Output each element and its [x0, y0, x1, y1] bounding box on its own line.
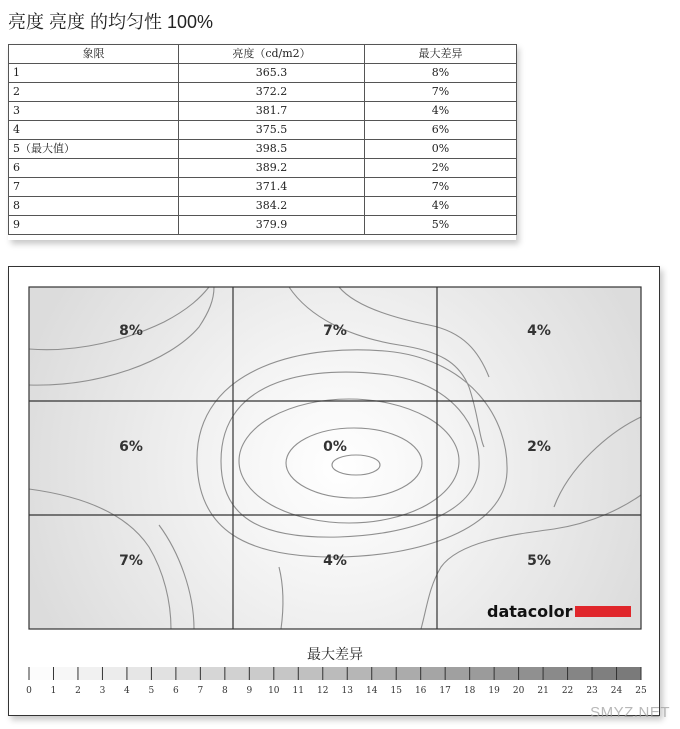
- quadrant-cell: 3: [9, 102, 179, 121]
- legend-swatch: [445, 667, 469, 680]
- legend-tick-label: 9: [246, 686, 253, 696]
- table-row: [9, 121, 517, 140]
- legend-tick-label: 12: [317, 686, 329, 696]
- luminance-cell: 381.7: [179, 102, 365, 121]
- watermark: SMYZ.NET: [590, 704, 670, 721]
- page-title: 亮度 亮度 的均匀性 100%: [8, 12, 214, 32]
- luminance-cell: 365.3: [179, 64, 365, 83]
- legend-swatch: [225, 667, 249, 680]
- quadrant-3-value: 4%: [527, 323, 551, 339]
- luminance-cell: 384.2: [179, 197, 365, 216]
- table-row: [9, 102, 517, 121]
- legend-tick-label: 2: [75, 686, 81, 696]
- table-row: [9, 64, 517, 83]
- quadrant-7-value: 7%: [119, 553, 143, 569]
- table-row: [9, 216, 517, 235]
- luminance-cell: 372.2: [179, 83, 365, 102]
- quadrant-cell: 8: [9, 197, 179, 216]
- luminance-cell: 371.4: [179, 178, 365, 197]
- quadrant-6-value: 2%: [527, 439, 551, 455]
- legend-swatch: [543, 667, 567, 680]
- table-row: [9, 178, 517, 197]
- quadrant-cell: 7: [9, 178, 179, 197]
- legend-swatch: [53, 667, 77, 680]
- difference-cell: 5%: [365, 216, 517, 235]
- legend-swatch: [323, 667, 347, 680]
- header-quadrant: 象限: [9, 45, 179, 64]
- luminance-cell: 389.2: [179, 159, 365, 178]
- table-row: [9, 83, 517, 102]
- legend-tick-label: 8: [221, 686, 228, 696]
- legend-swatch: [176, 667, 200, 680]
- difference-cell: 2%: [365, 159, 517, 178]
- table-row: [9, 197, 517, 216]
- legend-swatch: [617, 667, 641, 680]
- difference-cell: 7%: [365, 178, 517, 197]
- legend-tick-label: 7: [197, 686, 204, 696]
- legend-tick-label: 14: [365, 686, 378, 696]
- uniformity-heatmap: [9, 267, 659, 715]
- difference-cell: 4%: [365, 197, 517, 216]
- legend-swatch: [78, 667, 102, 680]
- legend-tick-label: 6: [173, 686, 179, 696]
- difference-cell: 8%: [365, 64, 517, 83]
- legend-title: 最大差异: [307, 647, 363, 663]
- luminance-cell: 398.5: [179, 140, 365, 159]
- table-row: [9, 140, 517, 159]
- difference-cell: 4%: [365, 102, 517, 121]
- brand-text: datacolor: [487, 602, 573, 621]
- quadrant-1-value: 8%: [119, 323, 143, 339]
- legend-tick-label: 15: [390, 686, 402, 696]
- legend-tick-label: 19: [488, 686, 500, 696]
- legend-tick-label: 0: [26, 686, 32, 696]
- legend-tick-label: 20: [512, 686, 525, 696]
- quadrant-cell: 2: [9, 83, 179, 102]
- legend-swatch: [592, 667, 616, 680]
- legend-swatch: [298, 667, 322, 680]
- table-row: [9, 159, 517, 178]
- legend-swatch: [372, 667, 396, 680]
- quadrant-5-value: 0%: [323, 439, 347, 455]
- legend-swatch: [274, 667, 298, 680]
- quadrant-cell: 1: [9, 64, 179, 83]
- table-header-row: [9, 45, 517, 64]
- legend-scale: [26, 667, 647, 696]
- luminance-table-card: [8, 44, 516, 240]
- quadrant-cell: 4: [9, 121, 179, 140]
- legend-swatch: [519, 667, 543, 680]
- legend-tick-label: 5: [148, 686, 155, 696]
- luminance-cell: 379.9: [179, 216, 365, 235]
- difference-cell: 6%: [365, 121, 517, 140]
- quadrant-cell: 5（最大值）: [9, 140, 179, 159]
- legend-swatch: [421, 667, 445, 680]
- legend-tick-label: 25: [635, 686, 647, 696]
- legend-swatch: [347, 667, 371, 680]
- quadrant-4-value: 6%: [119, 439, 143, 455]
- legend-tick-label: 13: [341, 686, 353, 696]
- header-max-difference: 最大差异: [365, 45, 517, 64]
- quadrant-cell: 9: [9, 216, 179, 235]
- legend-tick-label: 22: [561, 686, 574, 696]
- legend-swatch: [151, 667, 175, 680]
- legend-tick-label: 24: [610, 686, 623, 696]
- luminance-table: [8, 44, 517, 235]
- legend-swatch: [470, 667, 494, 680]
- difference-cell: 0%: [365, 140, 517, 159]
- legend-tick-label: 10: [268, 686, 280, 696]
- legend-swatch: [396, 667, 420, 680]
- legend-swatch: [494, 667, 518, 680]
- header-luminance: 亮度（cd/m2）: [179, 45, 365, 64]
- legend-swatch: [200, 667, 224, 680]
- legend-tick-label: 21: [537, 686, 549, 696]
- legend-swatch: [102, 667, 126, 680]
- legend-tick-label: 3: [99, 686, 106, 696]
- legend-tick-label: 18: [463, 686, 476, 696]
- quadrant-9-value: 5%: [527, 553, 551, 569]
- legend-swatch: [568, 667, 592, 680]
- legend-tick-label: 23: [586, 686, 598, 696]
- legend-swatch: [249, 667, 273, 680]
- legend-tick-label: 16: [414, 686, 427, 696]
- difference-cell: 7%: [365, 83, 517, 102]
- quadrant-8-value: 4%: [323, 553, 347, 569]
- legend-tick-label: 1: [50, 686, 57, 696]
- brand-color-bar: [575, 606, 631, 617]
- uniformity-panel: [8, 266, 660, 716]
- luminance-cell: 375.5: [179, 121, 365, 140]
- quadrant-2-value: 7%: [323, 323, 347, 339]
- legend-tick-label: 11: [292, 686, 305, 696]
- legend-swatch: [127, 667, 151, 680]
- legend-tick-label: 4: [124, 686, 130, 696]
- legend-swatch: [29, 667, 53, 680]
- legend-tick-label: 17: [439, 686, 451, 696]
- quadrant-cell: 6: [9, 159, 179, 178]
